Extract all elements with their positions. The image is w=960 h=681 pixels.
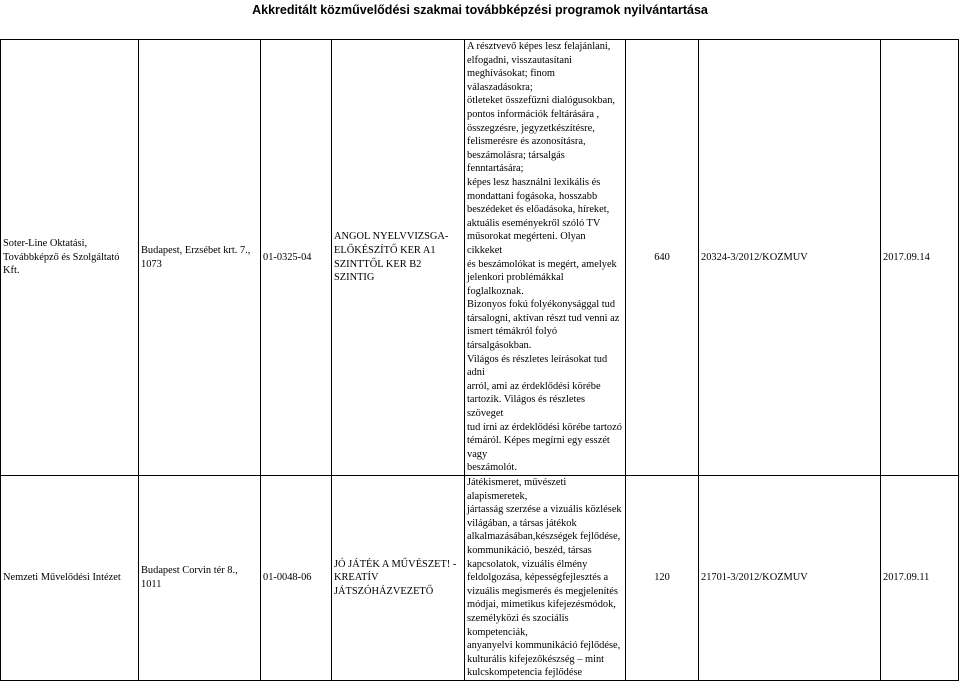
table-row <box>1 476 959 681</box>
program-title-cell: JÓ JÁTÉK A MŰVÉSZET! - KREATÍV JÁTSZÓHÁZVEZETŐ <box>332 476 465 681</box>
description-line: ismert témákról folyó társalgásokban. <box>467 326 558 352</box>
description-line: világában, a társas játékok <box>467 517 577 529</box>
description-line: kulturális kifejezőkészség – mint <box>467 653 605 665</box>
program-title-cell: ANGOL NYELVVIZSGA-ELŐKÉSZÍTŐ KER A1 SZINTTŐL KER B2 SZINTIG <box>332 40 465 476</box>
description-line: képes lesz használni lexikális és <box>467 176 601 188</box>
page-title: Akkreditált közművelődési szakmai továbbképzési programok nyilvántartása <box>252 3 708 17</box>
description-cell <box>465 476 626 681</box>
program-id-cell: 01-0325-04 <box>261 40 332 476</box>
description-line: anyanyelvi kommunikáció fejlődése, <box>467 640 621 652</box>
description-line: A résztvevő képes lesz felajánlani, <box>467 41 611 52</box>
description-line: alkalmazásában,készségek fejlődése, <box>467 531 621 543</box>
description-line: felismerésre és azonosításra, <box>467 136 586 148</box>
description-line: elfogadni, visszautasítani <box>467 54 573 66</box>
description-line: mondattani fogásoka, hosszabb <box>467 190 598 202</box>
description-line: társalogni, aktívan részt tud venni az <box>467 312 620 324</box>
description-line: Világos és részletes leírásokat tud adni <box>467 353 608 379</box>
description-line: feldolgozása, képességfejlesztés a <box>467 572 609 584</box>
date-cell: 2017.09.11 <box>881 476 959 681</box>
description-line: aktuális eseményekről szóló TV <box>467 217 601 229</box>
description-line: ötleteket összefűzni dialógusokban, <box>467 95 616 107</box>
description-line: pontos információk feltárására , <box>467 108 600 120</box>
description-line: beszédeket és előadásoka, híreket, <box>467 204 610 216</box>
description-line: Játékismeret, művészeti alapismeretek, <box>467 477 567 502</box>
hours-cell: 120 <box>626 476 699 681</box>
description-line: összegzésre, jegyzetkészítésre, <box>467 122 595 134</box>
description-line: műsorokat megérteni. Olyan cikkeket <box>467 231 586 256</box>
description-line: arról, ami az érdeklődési körébe <box>467 380 601 392</box>
description-line: személyközi és szociális kompetenciák, <box>467 612 569 638</box>
address-cell: Budapest Corvin tér 8., 1011 <box>139 476 261 681</box>
date-cell: 2017.09.14 <box>881 40 959 476</box>
registration-number-cell: 20324-3/2012/KOZMUV <box>699 40 881 476</box>
table-row <box>1 40 959 476</box>
description-line: tartozik. Világos és részletes szöveget <box>467 394 586 420</box>
address-cell: Budapest, Erzsébet krt. 7., 1073 <box>139 40 261 476</box>
description-line: Bizonyos fokú folyékonysággal tud <box>467 299 616 311</box>
description-line: kapcsolatok, vizuális élmény <box>467 558 588 570</box>
description-line: módjai, mimetikus kifejezésmódok, <box>467 599 616 611</box>
description-line: jártasság szerzése a vizuális közlések <box>467 504 622 516</box>
description-line: beszámolásra; társalgás fenntartására; <box>467 149 565 175</box>
registration-number-cell: 21701-3/2012/KOZMUV <box>699 476 881 681</box>
program-id-cell: 01-0048-06 <box>261 476 332 681</box>
description-cell <box>465 40 626 476</box>
description-line: témáról. Képes megírni egy esszét vagy <box>467 435 610 460</box>
organization-cell: Nemzeti Művelődési Intézet <box>1 476 139 681</box>
description-line: tud írni az érdeklődési körébe tartozó <box>467 421 622 433</box>
description-line: kommunikáció, beszéd, társas <box>467 544 592 556</box>
description-line: meghívásokat; finom válaszadásokra; <box>467 68 556 93</box>
description-line: beszámolót. <box>467 462 517 474</box>
description-line: és beszámolókat is megért, amelyek <box>467 258 617 270</box>
organization-cell: Soter-Line Oktatási, Továbbképző és Szolgáltató Kft. <box>1 40 139 476</box>
description-line: jelenkori problémákkal foglalkoznak. <box>467 272 564 297</box>
description-line: vizuális megismerés és megjelenítés <box>467 585 618 597</box>
description-line: kulcskompetencia fejlődése <box>467 667 583 679</box>
program-register-table <box>0 39 959 681</box>
hours-cell: 640 <box>626 40 699 476</box>
